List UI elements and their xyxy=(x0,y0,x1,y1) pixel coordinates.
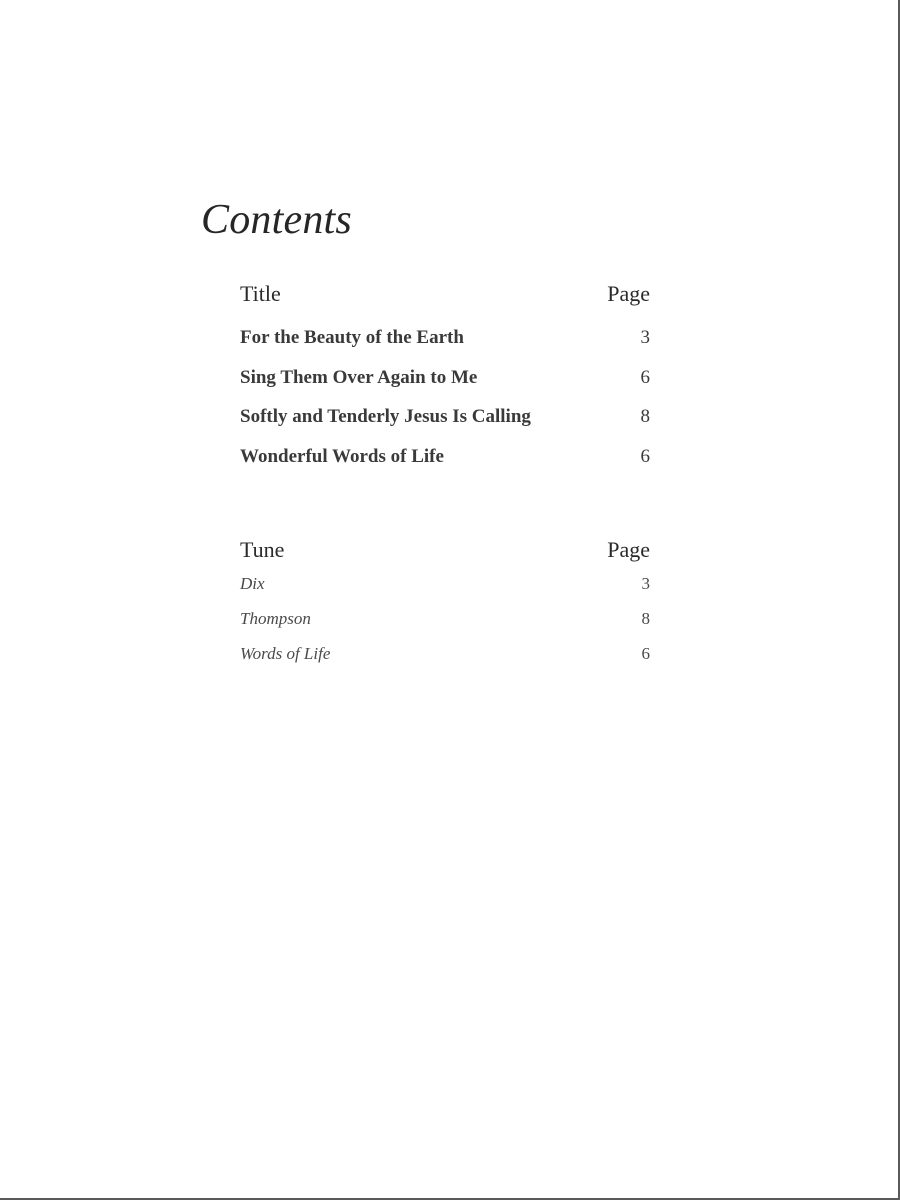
toc-entry[interactable] xyxy=(240,397,650,437)
tune-column-label: Tune xyxy=(240,537,285,562)
entry-tune: Thompson xyxy=(240,609,311,628)
entry-title: Softly and Tenderly Jesus Is Calling xyxy=(240,406,531,427)
page-column-label: Page xyxy=(607,281,650,306)
title-column-label: Title xyxy=(240,281,281,306)
toc-entry[interactable] xyxy=(240,318,650,358)
title-index xyxy=(240,278,650,476)
entry-page-number: 3 xyxy=(640,327,650,348)
entry-title: Sing Them Over Again to Me xyxy=(240,366,478,388)
entry-tune: Words of Life xyxy=(240,644,331,663)
entry-page-number: 6 xyxy=(641,644,650,663)
page-title: Contents xyxy=(201,197,352,243)
entry-title: Wonderful Words of Life xyxy=(240,445,444,467)
toc-entry[interactable] xyxy=(240,358,650,398)
entry-page-number: 6 xyxy=(640,366,650,388)
tune-index xyxy=(240,534,650,671)
entry-page-number: 8 xyxy=(641,609,650,628)
toc-entry[interactable] xyxy=(240,566,650,601)
entry-page-number: 3 xyxy=(641,574,650,593)
page-column-label: Page xyxy=(607,537,650,562)
tune-index-header xyxy=(240,534,650,566)
toc-entry[interactable] xyxy=(240,437,650,477)
toc-entry[interactable] xyxy=(240,601,650,636)
entry-tune: Dix xyxy=(240,574,265,593)
title-index-header xyxy=(240,278,650,310)
entry-page-number: 8 xyxy=(640,406,650,427)
entry-title: For the Beauty of the Earth xyxy=(240,327,464,348)
entry-page-number: 6 xyxy=(640,445,650,467)
toc-entry[interactable] xyxy=(240,636,650,671)
